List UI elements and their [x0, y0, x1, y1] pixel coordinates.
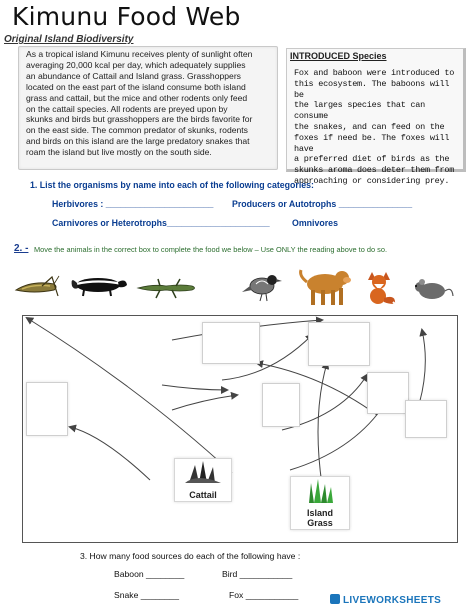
- drop-box-4[interactable]: [367, 372, 409, 414]
- snake-answer[interactable]: Snake ________: [114, 590, 179, 600]
- reading-line: on the cattail species. All rodents are preyed upon by: [26, 103, 228, 114]
- introduced-species-title: INTRODUCED Species: [290, 51, 387, 61]
- question-2-instruction: Move the animals in the correct box to complete the food we below – Use ONLY the reading above to do so.: [34, 245, 388, 254]
- grasshopper-icon[interactable]: [12, 274, 60, 300]
- lizard-icon[interactable]: [136, 274, 198, 300]
- cattail-icon: [175, 459, 231, 485]
- baboon-answer[interactable]: Baboon ________: [114, 569, 185, 579]
- reading-line: and birds on this island are the large predatory snakes that: [26, 136, 250, 147]
- arrow: [172, 395, 237, 410]
- intro-line: foxes if need be. The foxes will have: [294, 132, 450, 154]
- bird-icon[interactable]: [242, 268, 282, 302]
- omnivores-blank[interactable]: Omnivores: [292, 218, 338, 228]
- drop-box-1[interactable]: [26, 382, 68, 436]
- cattail-card: [174, 458, 232, 502]
- intro-line: Fox and baboon were introduced to: [294, 68, 455, 78]
- intro-line: skunks aroma does deter them from: [294, 165, 455, 176]
- drop-box-6[interactable]: [262, 383, 300, 427]
- reading-passage: [26, 49, 280, 158]
- carnivores-blank[interactable]: Carnivores or Heterotrophs_____________________: [52, 218, 270, 228]
- logo-mark-icon: [330, 594, 340, 604]
- island-grass-card: [290, 476, 350, 530]
- mouse-icon[interactable]: [410, 276, 454, 302]
- page-title: Kimunu Food Web: [12, 2, 241, 31]
- fox-answer[interactable]: Fox ___________: [229, 590, 299, 600]
- skunk-icon[interactable]: [68, 272, 128, 298]
- grass-icon: [291, 477, 349, 503]
- arrow: [318, 363, 327, 485]
- reading-line: located on the east part of the island consume both island: [26, 81, 246, 92]
- drop-box-5[interactable]: [405, 400, 447, 438]
- reading-line: skunks and birds but grasshoppers are the birds favorite for: [26, 114, 253, 125]
- intro-line: approaching or considering prey.: [294, 175, 450, 186]
- question-1: 1. List the organisms by name into each of the following categories:: [30, 180, 314, 190]
- baboon-icon[interactable]: [297, 266, 355, 306]
- producers-blank[interactable]: Producers or Autotrophs _______________: [232, 199, 413, 209]
- reading-line: roam the island but live mostly on the south side.: [26, 147, 212, 158]
- liveworksheets-logo: [330, 594, 441, 606]
- herbivores-blank[interactable]: Herbivores : ______________________: [52, 199, 214, 209]
- drop-box-3[interactable]: [308, 322, 370, 366]
- reading-line: As a tropical island Kimunu receives plenty of sunlight often: [26, 49, 253, 59]
- intro-line: a preferred diet of birds as the: [294, 154, 450, 165]
- reading-line: on the east side. The common predator of skunks, rodents: [26, 125, 248, 136]
- grass-label-line1: Island: [306, 508, 333, 518]
- intro-line: the larges species that can consume: [294, 100, 425, 122]
- intro-line: this ecosystem. The baboons will be: [294, 78, 450, 100]
- reading-line: an abundance of Cattail and Island grass. Grasshoppers: [26, 70, 241, 81]
- fox-icon[interactable]: [362, 268, 398, 306]
- grass-label-line2: Grass: [307, 518, 333, 528]
- arrow: [70, 427, 150, 480]
- bird-answer[interactable]: Bird ___________: [222, 569, 293, 579]
- introduced-species-text: [294, 68, 460, 187]
- cattail-label: Cattail: [189, 490, 217, 500]
- arrow: [162, 385, 227, 390]
- reading-line: averaging 20,000 kcal per day, which adequately supplies: [26, 59, 246, 70]
- question-3: 3. How many food sources do each of the following have :: [80, 551, 301, 561]
- reading-line: grass and cattail, but the mice and other rodents only feed: [26, 92, 248, 103]
- logo-text: LIVEWORKSHEETS: [343, 595, 442, 606]
- intro-line: the snakes, and can feed on the: [294, 121, 445, 132]
- drop-box-2[interactable]: [202, 322, 260, 364]
- reading-subtitle: Original Island Biodiversity: [4, 34, 134, 45]
- question-2-number: 2. -: [14, 243, 29, 254]
